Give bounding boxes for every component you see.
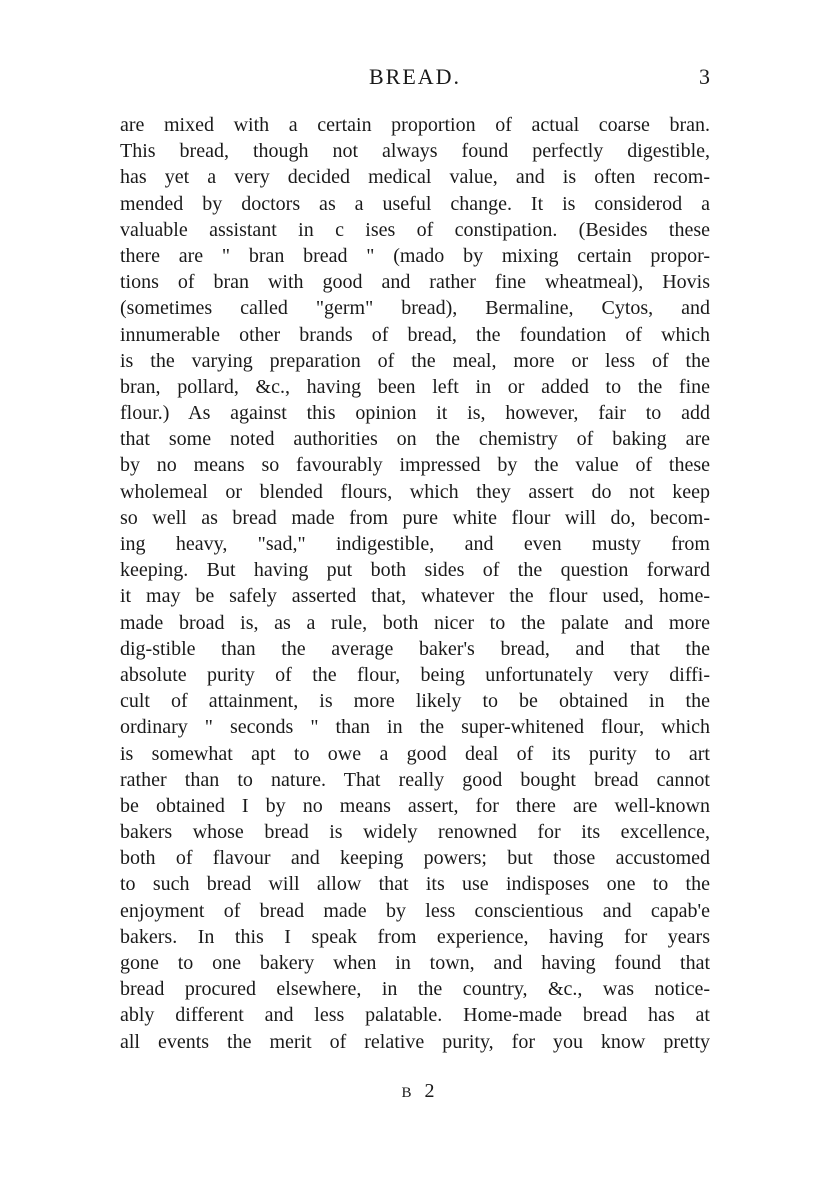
- text-line: to such bread will allow that its use indisposes one to the: [120, 873, 710, 896]
- text-line: there are " bran bread " (mado by mixing certain propor-: [120, 244, 710, 267]
- text-line: be obtained I by no means assert, for there are well-known: [120, 794, 710, 817]
- text-line: is the varying preparation of the meal, more or less of the: [120, 349, 710, 372]
- text-line: keeping. But having put both sides of the question forward: [120, 559, 710, 582]
- text-line: wholemeal or blended flours, which they assert do not keep: [120, 480, 710, 503]
- text-line: both of flavour and keeping powers; but those accustomed: [120, 847, 710, 870]
- text-line: has yet a very decided medical value, and is often recom-: [120, 166, 710, 189]
- text-line: ordinary " seconds " than in the super-whitened flour, which: [120, 716, 710, 739]
- text-line: (sometimes called "germ" bread), Bermaline, Cytos, and: [120, 297, 710, 320]
- text-line: ing heavy, "sad," indigestible, and even musty from: [120, 533, 710, 555]
- text-line: are mixed with a certain proportion of actual coarse bran.: [120, 114, 710, 136]
- signature-mark: [0, 1080, 840, 1103]
- signature-letter: B: [401, 1085, 416, 1101]
- text-line: absolute purity of the flour, being unfortunately very diffi-: [120, 663, 710, 686]
- text-line: so well as bread made from pure white flour will do, becom-: [120, 506, 710, 529]
- text-line: rather than to nature. That really good bought bread cannot: [120, 768, 710, 791]
- text-line: by no means so favourably impressed by the value of these: [120, 454, 710, 477]
- running-head: [120, 64, 710, 94]
- text-line: bakers whose bread is widely renowned for its excellence,: [120, 821, 710, 844]
- text-line: innumerable other brands of bread, the foundation of which: [120, 323, 710, 346]
- text-line: cult of attainment, is more likely to be obtained in the: [120, 690, 710, 713]
- text-line: made broad is, as a rule, both nicer to the palate and more: [120, 611, 710, 634]
- text-line: mended by doctors as a useful change. It is considerod a: [120, 192, 710, 215]
- text-line: all events the merit of relative purity, for you know pretty: [120, 1030, 710, 1053]
- text-line: is somewhat apt to owe a good deal of its purity to art: [120, 742, 710, 765]
- page-number: 3: [699, 64, 710, 89]
- text-line: that some noted authorities on the chemistry of baking are: [120, 428, 710, 451]
- text-line: bread procured elsewhere, in the country, &c., was notice-: [120, 978, 710, 1001]
- text-line: bakers. In this I speak from experience, having for years: [120, 925, 710, 948]
- text-line: it may be safely asserted that, whatever the flour used, home-: [120, 585, 710, 608]
- signature-number: 2: [424, 1080, 439, 1102]
- running-title: BREAD.: [368, 64, 462, 89]
- text-line: ably different and less palatable. Home-made bread has at: [120, 1004, 710, 1027]
- text-line: enjoyment of bread made by less conscientious and capab'e: [120, 899, 710, 922]
- text-line: bran, pollard, &c., having been left in or added to the fine: [120, 375, 710, 398]
- text-line: valuable assistant in c ises of constipation. (Besides these: [120, 218, 710, 241]
- text-line: gone to one bakery when in town, and having found that: [120, 952, 710, 974]
- text-line: dig-stible than the average baker's bread, and that the: [120, 637, 710, 660]
- text-line: flour.) As against this opinion it is, however, fair to add: [120, 402, 710, 425]
- text-line: This bread, though not always found perfectly digestible,: [120, 140, 710, 163]
- body-text: [120, 112, 710, 1055]
- text-line: tions of bran with good and rather fine wheatmeal), Hovis: [120, 271, 710, 294]
